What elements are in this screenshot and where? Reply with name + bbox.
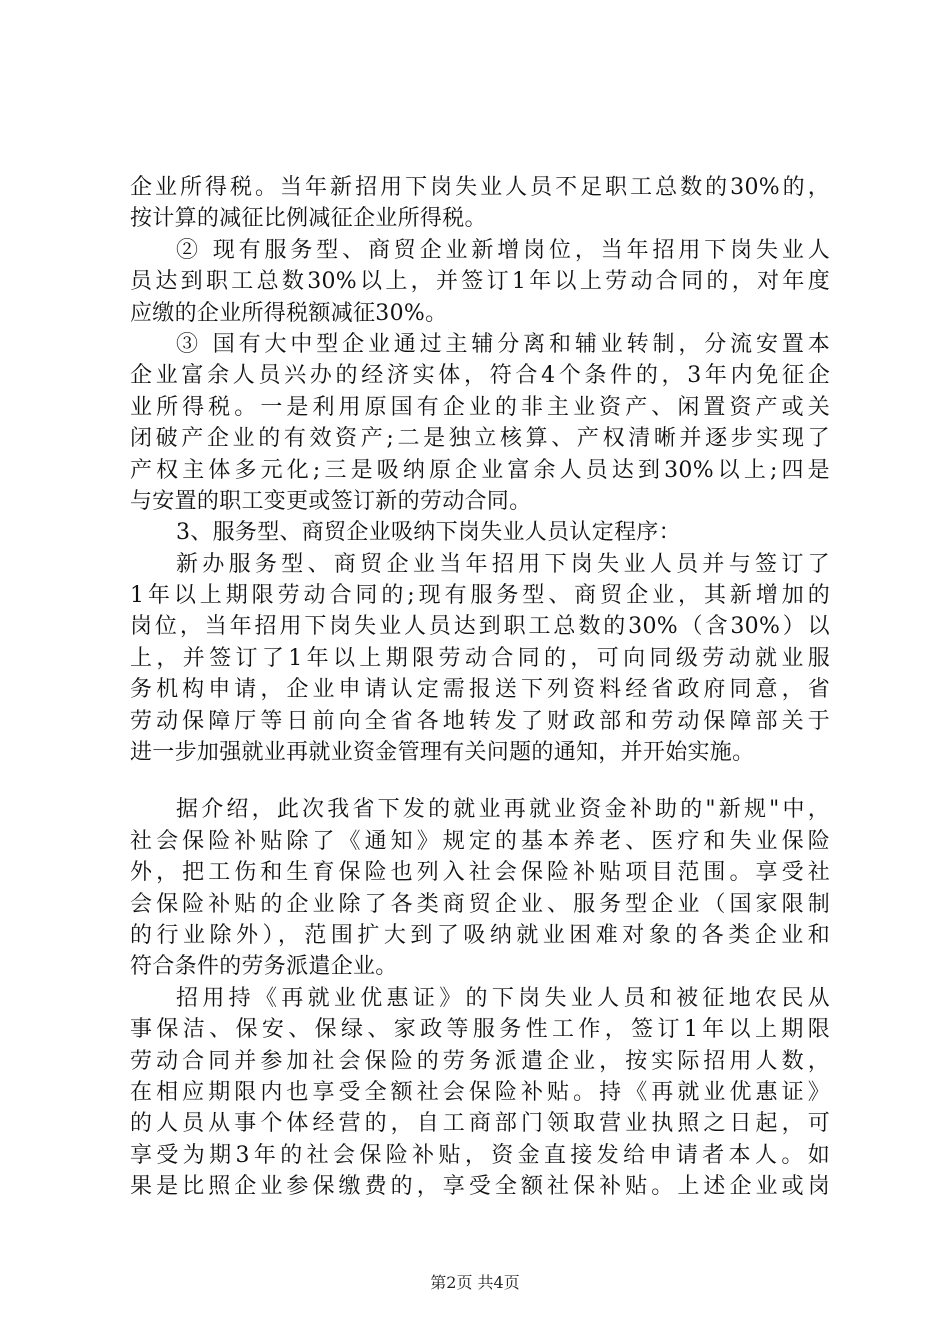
- text-line: 员达到职工总数30%以上，并签订1年以上劳动合同的，对年度: [130, 269, 830, 295]
- text-line: 新办服务型、商贸企业当年招用下岗失业人员并与签订了: [176, 551, 830, 577]
- text-line: 产权主体多元化;三是吸纳原企业富余人员达到30%以上;四是: [130, 457, 830, 483]
- text-line: 符合条件的劳务派遣企业。: [130, 954, 398, 980]
- text-line: 的行业除外），范围扩大到了吸纳就业困难对象的各类企业和: [130, 922, 830, 948]
- text-line: 会保险补贴的企业除了各类商贸企业、服务型企业（国家限制: [130, 891, 830, 917]
- text-line: 业所得税。一是利用原国有企业的非主业资产、闲置资产或关: [130, 394, 830, 420]
- text-line: 社会保险补贴除了《通知》规定的基本养老、医疗和失业保险: [130, 828, 830, 854]
- paragraph: [130, 549, 830, 769]
- page-footer: 第2页 共4页: [430, 1273, 520, 1292]
- paragraph: [130, 517, 830, 548]
- text-line: 据介绍，此次我省下发的就业再就业资金补助的"新规"中，: [176, 797, 830, 823]
- paragraph: [130, 329, 830, 517]
- paragraph: [130, 983, 830, 1203]
- text-line: 1年以上期限劳动合同的;现有服务型、商贸企业，其新增加的: [130, 583, 830, 609]
- text-line: 岗位，当年招用下岗失业人员达到职工总数的30%（含30%）以: [130, 614, 830, 640]
- text-line: 劳动合同并参加社会保险的劳务派遣企业，按实际招用人数，: [130, 1048, 830, 1074]
- text-line: 在相应期限内也享受全额社会保险补贴。持《再就业优惠证》: [130, 1079, 830, 1105]
- text-line: 果是比照企业参保缴费的，享受全额社保补贴。上述企业或岗: [130, 1174, 830, 1200]
- text-line: 外，把工伤和生育保险也列入社会保险补贴项目范围。享受社: [130, 860, 830, 886]
- text-line: 进一步加强就业再就业资金管理有关问题的通知，并开始实施。: [130, 740, 755, 766]
- text-line: 与安置的职工变更或签订新的劳动合同。: [130, 488, 532, 514]
- text-line: 3、服务型、商贸企业吸纳下岗失业人员认定程序：: [176, 520, 681, 546]
- paragraph: [130, 235, 830, 329]
- text-line: 务机构申请，企业申请认定需报送下列资料经省政府同意，省: [130, 677, 830, 703]
- paragraph-gap: [130, 768, 830, 794]
- text-line: 享受为期3年的社会保险补贴，资金直接发给申请者本人。如: [130, 1142, 830, 1168]
- text-line: 事保洁、保安、保绿、家政等服务性工作，签订1年以上期限: [130, 1017, 830, 1043]
- text-line: ② 现有服务型、商贸企业新增岗位，当年招用下岗失业人: [176, 237, 830, 263]
- text-line: 企业所得税。当年新招用下岗失业人员不足职工总数的30%的，: [130, 175, 830, 200]
- text-line: 劳动保障厅等日前向全省各地转发了财政部和劳动保障部关于: [130, 708, 830, 734]
- text-line: 闭破产企业的有效资产;二是独立核算、产权清晰并逐步实现了: [130, 426, 830, 452]
- document-body: [130, 172, 830, 1203]
- text-line: 按计算的减征比例减征企业所得税。: [130, 206, 487, 232]
- paragraph: [130, 794, 830, 982]
- text-line: 招用持《再就业优惠证》的下岗失业人员和被征地农民从: [176, 985, 830, 1011]
- text-line: 企业富余人员兴办的经济实体，符合4个条件的，3年内免征企: [130, 363, 830, 389]
- text-line: ③ 国有大中型企业通过主辅分离和辅业转制，分流安置本: [176, 331, 830, 357]
- text-line: 上，并签订了1年以上期限劳动合同的，可向同级劳动就业服: [130, 645, 830, 671]
- paragraph: [130, 172, 830, 235]
- text-line: 应缴的企业所得税额减征30%。: [130, 300, 448, 326]
- text-line: 的人员从事个体经营的，自工商部门领取营业执照之日起，可: [130, 1111, 830, 1137]
